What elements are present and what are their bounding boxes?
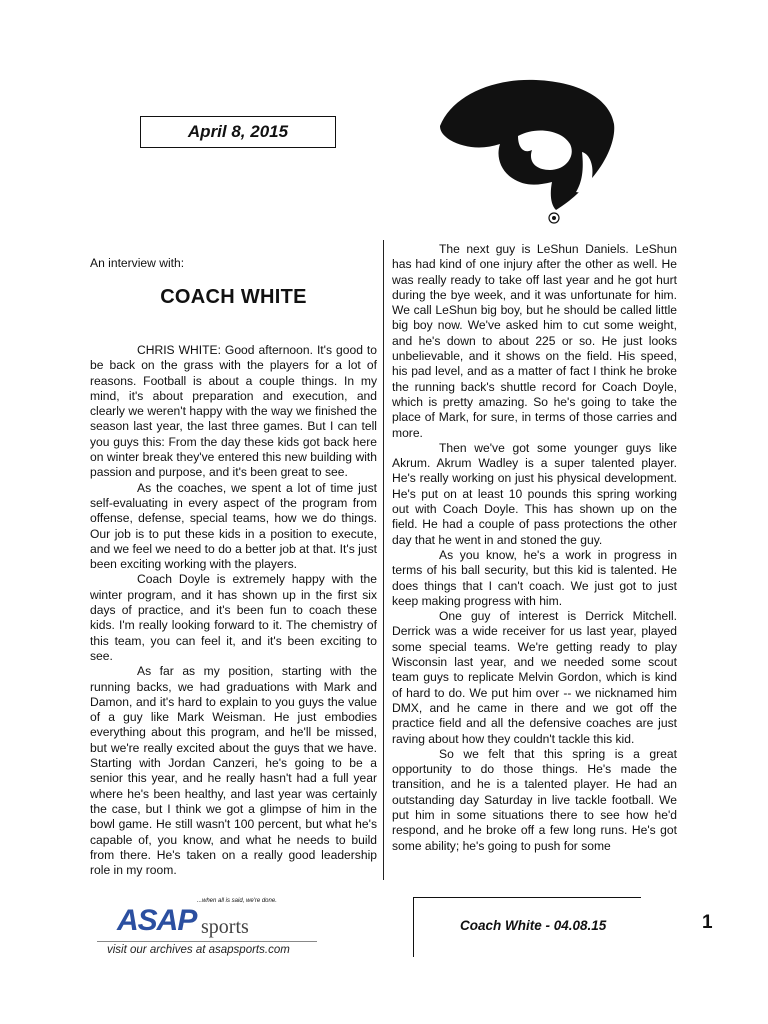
intro-label: An interview with: xyxy=(90,256,185,270)
page-number: 1 xyxy=(702,912,713,933)
left-column xyxy=(90,343,377,878)
paragraph: Coach Doyle is extremely happy with the winter program, and it has shown up in the first six days of practice, and it's been fun to coach these kids. I'm really looking forward to it. The chemistry of this team, you can feel it, and it's been exciting to see. xyxy=(90,572,377,663)
interview-subject: COACH WHITE xyxy=(160,286,307,308)
asap-brand: ASAP xyxy=(117,904,197,937)
asap-brand-sub: sports xyxy=(201,916,249,938)
paragraph: As far as my position, starting with the running backs, we had graduations with Mark and Damon, and it's hard to explain to you guys the value of a guy like Mark Weisman. He just embodies everything about this program, and he'll be missed, but we're really excited about the guys that we have. Starting with Jordan Canzeri, he's going to be a senior this year, and he really hasn't had a full year where he's been healthy, and last year was certainly the case, but I think we got a glimpse of him in the bowl game. He still wasn't 100 percent, but what he's capable of, you know, and what he needs to build from there. He's taken on a really good leadership role in my room. xyxy=(90,664,377,878)
footer-doc-label: Coach White - 04.08.15 xyxy=(460,918,607,933)
hawkeye-logo-icon xyxy=(432,74,616,226)
archive-link[interactable]: visit our archives at asapsports.com xyxy=(107,944,290,956)
paragraph: Then we've got some younger guys like Akrum. Akrum Wadley is a super talented player. He's really working on just his physical development. He's put on at least 10 pounds this spring working out with Coach Doyle. This has shown up on the field. He had a couple of pass protections the other day that he went in and stoned the guy. xyxy=(392,440,677,547)
right-column xyxy=(392,242,677,854)
paragraph: CHRIS WHITE: Good afternoon. It's good to be back on the grass with the players for a lot of reasons. Football is about a couple things. In my mind, it's about preparation and execution, and clearly we weren't happy with the way we finished the season last year, the last three games. But I can tell you guys this: From the day these kids got back here on winter break they've entered this new building with passion and purpose, and it's been great to see. xyxy=(90,343,377,480)
asap-tagline: ...when all is said, we're done. xyxy=(197,898,277,904)
asap-sports-logo xyxy=(97,894,317,960)
interview-date: April 8, 2015 xyxy=(187,122,289,141)
paragraph: The next guy is LeShun Daniels. LeShun has had kind of one injury after the other as well. He was really ready to take off last year and he got hurt during the bye week, and it was unfortunate for him. We call LeShun big boy, but he should be called little big boy now. We've asked him to cut some weight, and he's down to about 225 or so. He just looks unbelievable, and it shows on the field. His speed, his pad level, and as a matter of fact I think he broke the running back's shuttle record for Coach Doyle, which is pretty amazing. So he's going to take the place of Mark, for sure, in terms of those carries and more. xyxy=(392,242,677,440)
date-box xyxy=(140,116,336,148)
paragraph: As you know, he's a work in progress in terms of his ball security, but this kid is talented. He does things that I can't coach. We just got to just keep making progress with him. xyxy=(392,547,677,608)
asap-rule xyxy=(97,941,317,942)
paragraph: So we felt that this spring is a great opportunity to do those things. He's made the transition, and he is a talented player. He had an outstanding day Saturday in live tackle football. We put him in some situations there to see how he'd respond, and he broke off a few long runs. He's got some ability; he's going to push for some xyxy=(392,746,677,853)
paragraph: One guy of interest is Derrick Mitchell. Derrick was a wide receiver for us last year, played some special teams. We're getting ready to play Wisconsin last year, and we needed some scout team guys to replicate Melvin Gordon, which is kind of hard to do. We put him over -- we nicknamed him DMX, and he came in there and we got off the practice field and all the defensive coaches are just raving about how they couldn't tackle this kid. xyxy=(392,609,677,746)
paragraph: As the coaches, we spent a lot of time just self-evaluating in every aspect of the program from offense, defense, special teams, how we do things. Our job is to put these kids in a position to execute, and we feel we need to do a better job at that. It's just been exciting working with the players. xyxy=(90,480,377,572)
column-divider xyxy=(383,240,384,880)
